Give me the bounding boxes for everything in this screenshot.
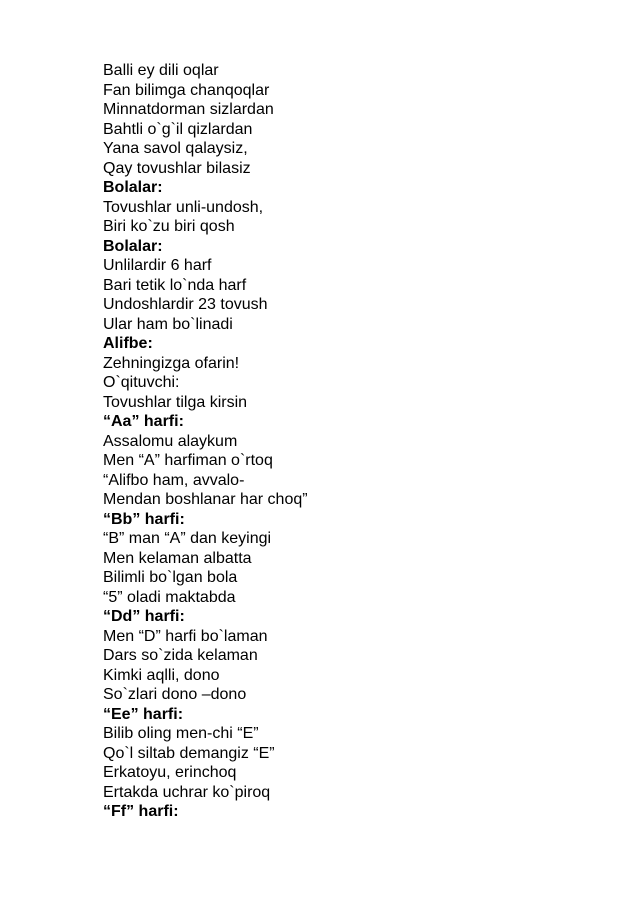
speaker-heading: Bolalar: (103, 237, 163, 255)
verse-line: Biri ko`zu biri qosh (103, 218, 235, 235)
verse-line: O`qituvchi: (103, 374, 180, 391)
verse-line: Ertakda uchrar ko`piroq (103, 783, 271, 801)
speaker-heading: “Ff” harfi: (103, 803, 179, 820)
verse-line: Undoshlardir 23 tovush (103, 296, 268, 313)
verse-line: Minnatdorman sizlardan (103, 101, 274, 118)
verse-line: Mendan boshlanar har choq” (103, 491, 308, 508)
verse-line: Erkatoyu, erinchoq (103, 764, 237, 781)
speaker-heading: “Dd” harfi: (103, 608, 185, 625)
verse-line: Dars so`zida kelaman (103, 647, 258, 664)
verse-line: Kimki aqlli, dono (103, 666, 220, 684)
verse-line: “Alifbo ham, avvalo- (103, 471, 245, 489)
verse-line: Assalomu alaykum (103, 432, 238, 450)
verse-line: Tovushlar tilga kirsin (103, 393, 248, 411)
speaker-heading: Bolalar: (103, 179, 163, 196)
verse-line: Men “A” harfiman o`rtoq (103, 452, 273, 469)
verse-line: Bilimli bo`lgan bola (103, 569, 238, 586)
verse-line: Balli ey dili oqlar (103, 62, 219, 79)
verse-line: Yana savol qalaysiz, (103, 140, 248, 157)
verse-line: So`zlari dono –dono (103, 686, 247, 703)
verse-line: “5” oladi maktabda (103, 588, 236, 606)
verse-line: Tovushlar unli-undosh, (103, 198, 264, 216)
speaker-heading: “Bb” harfi: (103, 510, 185, 528)
verse-line: Ular ham bo`linadi (103, 315, 233, 333)
speaker-heading: “Aa” harfi: (103, 413, 184, 430)
verse-line: Bahtli o`g`il qizlardan (103, 120, 253, 138)
verse-line: Fan bilimga chanqoqlar (103, 81, 270, 99)
speaker-heading: “Ee” harfi: (103, 705, 184, 723)
verse-line: Bilib oling men-chi “E” (103, 725, 259, 742)
verse-line: “B” man “A” dan keyingi (103, 530, 272, 547)
document-page (103, 61, 603, 822)
verse-line: Qay tovushlar bilasiz (103, 159, 251, 177)
speaker-heading: Alifbe: (103, 335, 153, 352)
verse-line: Unlilardir 6 harf (103, 257, 212, 274)
verse-line: Zehningizga ofarin! (103, 354, 240, 372)
verse-line: Qo`l siltab demangiz “E” (103, 744, 275, 762)
verse-line: Men kelaman albatta (103, 549, 252, 567)
verse-line: Bari tetik lo`nda harf (103, 276, 247, 294)
verse-line: Men “D” harfi bo`laman (103, 627, 268, 645)
